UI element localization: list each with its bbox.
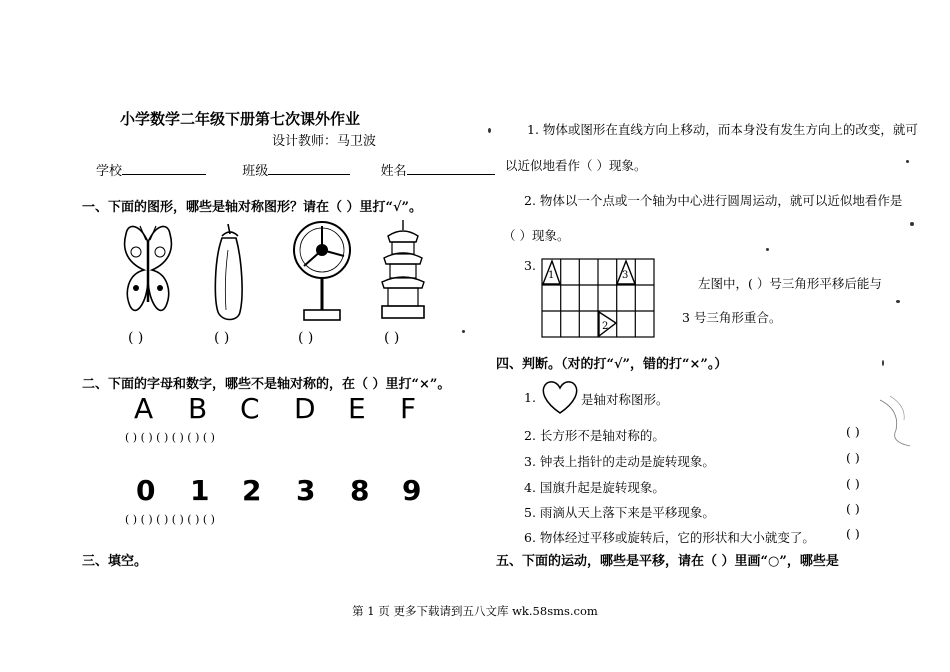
- digit-8: 8: [350, 474, 370, 507]
- digit-3: 3: [296, 474, 316, 507]
- judge-6: 6. 物体经过平移或旋转后，它的形状和大小就变了。: [524, 530, 815, 545]
- q3-heading: 三、填空。: [82, 554, 148, 569]
- scan-speck: [488, 128, 491, 133]
- scan-speck: [910, 222, 914, 226]
- letter-e: E: [348, 392, 366, 425]
- fill-1-line-1: 1. 物体或图形在直线方向上移动，而本身没有发生方向上的改变，就可: [527, 122, 918, 137]
- class-field[interactable]: [268, 162, 350, 175]
- letter-c: C: [240, 392, 260, 425]
- pagoda-image: [376, 218, 430, 324]
- q1-blank-2[interactable]: ( ): [214, 330, 230, 346]
- judge-5-blank[interactable]: ( ): [846, 501, 860, 516]
- triangle-1-label: 1: [548, 270, 555, 281]
- fill-3-line-2: 3 号三角形重合。: [682, 310, 782, 325]
- judge-4-blank[interactable]: ( ): [846, 476, 860, 491]
- teacher-credit: 设计教师：马卫波: [272, 134, 377, 149]
- q4-heading: 四、判断。（对的打“√”，错的打“×”。）: [496, 357, 728, 372]
- letter-b: B: [188, 392, 208, 425]
- q1-blank-4[interactable]: ( ): [384, 330, 400, 346]
- digit-0: 0: [136, 474, 156, 507]
- letter-d: D: [294, 392, 316, 425]
- judge-2-blank[interactable]: ( ): [846, 424, 860, 439]
- digit-blanks-row[interactable]: ( ) ( ) ( ) ( ) ( ) ( ): [125, 513, 215, 526]
- scan-smudge: [870, 390, 920, 450]
- scan-speck: [906, 160, 909, 163]
- fill-2-line-1: 2. 物体以一个点或一个轴为中心进行圆周运动，就可以近似地看作是: [524, 193, 903, 208]
- judge-1-number: 1.: [524, 390, 536, 405]
- triangle-3-label: 3: [622, 270, 629, 281]
- digit-2: 2: [242, 474, 262, 507]
- name-label: 姓名: [380, 164, 407, 179]
- worksheet-title: 小学数学二年级下册第七次课外作业: [120, 110, 361, 128]
- triangle-2-label: 2: [602, 321, 609, 332]
- digit-9: 9: [402, 474, 422, 507]
- scan-speck: [462, 330, 465, 333]
- judge-2: 2. 长方形不是轴对称的。: [524, 428, 665, 443]
- class-label: 班级: [242, 164, 269, 179]
- student-info-fields: [96, 160, 495, 179]
- judge-1-text: 是轴对称图形。: [581, 392, 669, 407]
- letter-a: A: [134, 392, 154, 425]
- judge-3-blank[interactable]: ( ): [846, 450, 860, 465]
- letter-blanks-row[interactable]: ( ) ( ) ( ) ( ) ( ) ( ): [125, 431, 215, 444]
- q1-blank-3[interactable]: ( ): [298, 330, 314, 346]
- scan-speck: [766, 248, 769, 251]
- judge-3: 3. 钟表上指针的走动是旋转现象。: [524, 454, 715, 469]
- letter-f: F: [400, 392, 417, 425]
- fill-1-line-2: 以近似地看作（ ）现象。: [505, 158, 647, 173]
- fill-3-line-1: 左图中，( ）号三角形平移后能与: [698, 276, 882, 291]
- school-field[interactable]: [122, 162, 206, 175]
- name-field[interactable]: [407, 162, 495, 175]
- q1-heading: 一、下面的图形，哪些是轴对称图形？请在（ ）里打“√”。: [82, 200, 423, 215]
- eggplant-image: [208, 220, 250, 324]
- butterfly-image: [118, 222, 178, 322]
- judge-5: 5. 雨滴从天上落下来是平移现象。: [524, 505, 715, 520]
- scan-speck: [882, 360, 884, 366]
- digit-1: 1: [190, 474, 210, 507]
- q1-blank-1[interactable]: ( ): [128, 330, 144, 346]
- school-label: 学校: [96, 164, 123, 179]
- judge-6-blank[interactable]: ( ): [846, 526, 860, 541]
- page-footer: 第 1 页 更多下载请到五八文库 wk.58sms.com: [352, 604, 598, 618]
- fill-3-number: 3.: [524, 258, 536, 273]
- fill-2-line-2: （ ）现象。: [503, 228, 570, 243]
- scan-speck: [896, 300, 900, 303]
- q5-heading: 五、下面的运动，哪些是平移，请在（ ）里画“○”，哪些是: [496, 554, 839, 569]
- triangle-grid: [541, 258, 655, 338]
- electric-fan-image: [290, 216, 354, 326]
- heart-image: [540, 378, 580, 416]
- q2-heading: 二、下面的字母和数字，哪些不是轴对称的，在（ ）里打“×”。: [82, 377, 451, 392]
- judge-4: 4. 国旗升起是旋转现象。: [524, 480, 665, 495]
